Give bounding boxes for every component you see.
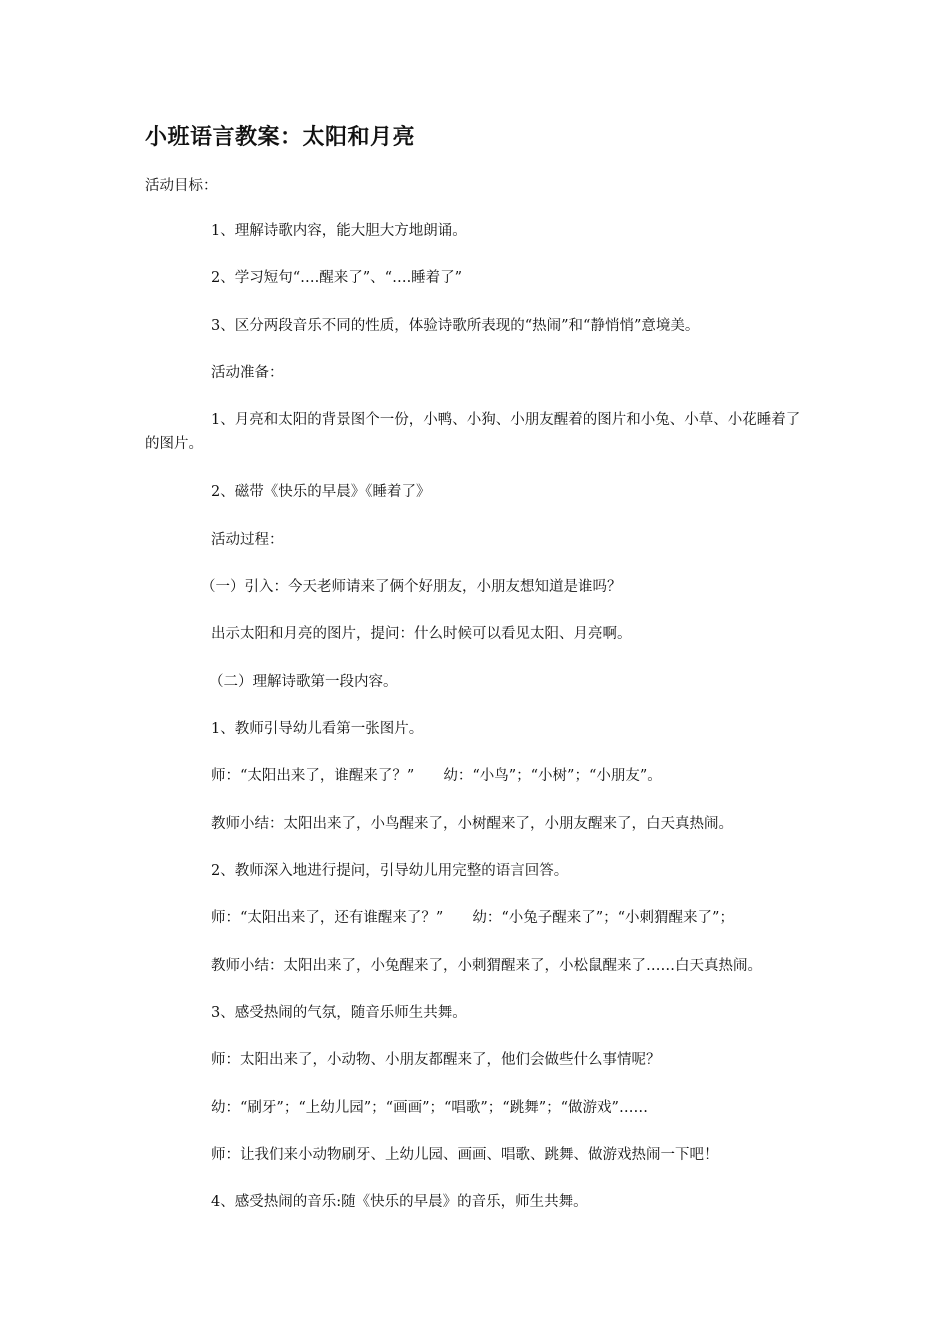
- paragraph: 4、感受热闹的音乐:随《快乐的早晨》的音乐，师生共舞。: [211, 1194, 588, 1210]
- paragraph: 师：太阳出来了，小动物、小朋友都醒来了，他们会做些什么事情呢？: [211, 1052, 661, 1068]
- section-heading-process: 活动过程：: [211, 532, 284, 548]
- paragraph: 3、感受热闹的气氛，随音乐师生共舞。: [211, 1005, 467, 1021]
- paragraph: 1、月亮和太阳的背景图个一份，小鸭、小狗、小朋友醒着的图片和小兔、小草、小花睡着了的图片。: [145, 412, 801, 452]
- document-title: 小班语言教案：太阳和月亮: [145, 124, 416, 150]
- paragraph: （一）引入：今天老师请来了俩个好朋友，小朋友想知道是谁吗？: [201, 579, 622, 595]
- paragraph: （二）理解诗歌第一段内容。: [209, 674, 398, 690]
- paragraph: 教师小结：太阳出来了，小兔醒来了，小刺猬醒来了，小松鼠醒来了……白天真热闹。: [211, 958, 762, 974]
- paragraph: 2、学习短句“….醒来了”、“….睡着了”: [211, 270, 463, 286]
- paragraph: 3、区分两段音乐不同的性质，体验诗歌所表现的“热闹”和“静悄悄”意境美。: [211, 318, 700, 334]
- paragraph: 1、理解诗歌内容，能大胆大方地朗诵。: [211, 223, 467, 239]
- paragraph: 出示太阳和月亮的图片，提问：什么时候可以看见太阳、月亮啊。: [211, 626, 632, 642]
- paragraph: 师：“太阳出来了，谁醒来了？” 幼：“小鸟”；“小树”；“小朋友”。: [211, 768, 662, 784]
- paragraph: 2、磁带《快乐的早晨》《睡着了》: [211, 484, 431, 500]
- paragraph: 幼：“刷牙”；“上幼儿园”；“画画”；“唱歌”；“跳舞”；“做游戏”……: [211, 1100, 648, 1116]
- paragraph: 1、教师引导幼儿看第一张图片。: [211, 721, 424, 737]
- section-heading-preparation: 活动准备：: [211, 365, 284, 381]
- paragraph: 2、教师深入地进行提问，引导幼儿用完整的语言回答。: [211, 863, 569, 879]
- paragraph: 师：让我们来小动物刷牙、上幼儿园、画画、唱歌、跳舞、做游戏热闹一下吧！: [211, 1147, 719, 1163]
- paragraph: 教师小结：太阳出来了，小鸟醒来了，小树醒来了，小朋友醒来了，白天真热闹。: [211, 816, 733, 832]
- section-heading-goals: 活动目标：: [145, 178, 218, 194]
- paragraph: 师：“太阳出来了，还有谁醒来了？” 幼：“小兔子醒来了”；“小刺猬醒来了”；: [211, 910, 734, 926]
